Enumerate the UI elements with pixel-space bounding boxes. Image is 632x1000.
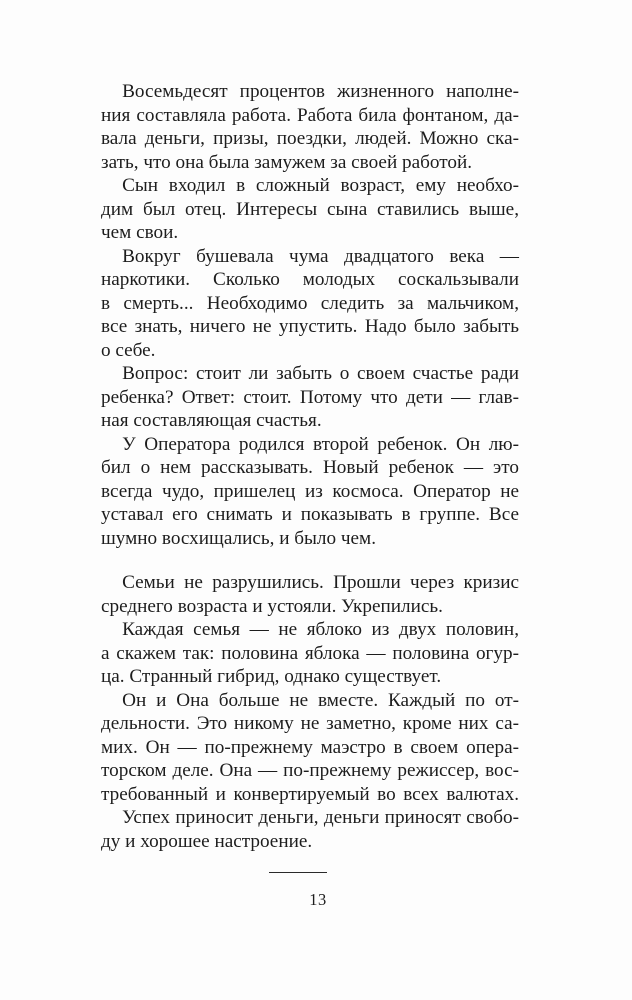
text-line: среднего возраста и устояли. Укрепились. bbox=[101, 595, 443, 617]
text-line: а скажем так: половина яблока — половина огур- bbox=[101, 642, 519, 664]
text-line: мих. Он — по-прежнему маэстро в своем опера- bbox=[101, 736, 519, 758]
paragraph bbox=[101, 433, 519, 551]
paragraph bbox=[101, 245, 519, 363]
paragraph bbox=[101, 571, 519, 618]
paragraph bbox=[101, 362, 519, 433]
text-line: дим был отец. Интересы сына ставились выше, bbox=[101, 198, 519, 220]
text-line: наркотики. Сколько молодых соскальзывали bbox=[101, 269, 519, 290]
text-line: Сын входил в сложный возраст, ему необхо- bbox=[122, 175, 519, 196]
text-line: Он и Она больше не вместе. Каждый по от- bbox=[122, 689, 519, 711]
paragraph bbox=[101, 174, 519, 245]
text-line: о себе. bbox=[101, 339, 156, 361]
text-line: Вопрос: стоит ли забыть о своем счастье ради bbox=[122, 363, 519, 384]
text-line: вала деньги, призы, поездки, людей. Можно ска- bbox=[101, 128, 519, 149]
text-block-upper bbox=[101, 80, 519, 550]
text-line: в смерть... Необходимо следить за мальчиком, bbox=[101, 292, 519, 314]
text-line: Вокруг бушевала чума двадцатого века — bbox=[122, 245, 519, 267]
paragraph bbox=[101, 806, 519, 853]
text-line: шумно восхищались, и было чем. bbox=[101, 527, 376, 549]
text-line: дельности. Это никому не заметно, кроме них са- bbox=[101, 713, 519, 734]
text-block-lower bbox=[101, 571, 519, 853]
text-line: Восемьдесят процентов жизненного наполне- bbox=[122, 81, 519, 102]
text-line: Семьи не разрушились. Прошли через кризис bbox=[122, 572, 519, 593]
text-line: зать, что она была замужем за своей работой. bbox=[101, 151, 473, 173]
text-line: ду и хорошее настроение. bbox=[101, 830, 313, 852]
text-line: У Оператора родился второй ребенок. Он лю- bbox=[122, 433, 519, 455]
text-line: Каждая семья — не яблоко из двух половин, bbox=[122, 619, 519, 640]
text-line: ная составляющая счастья. bbox=[101, 410, 322, 431]
text-line: бил о нем рассказывать. Новый ребенок — это bbox=[101, 457, 519, 478]
text-line: Успех приносит деньги, деньги приносят свобо- bbox=[122, 807, 519, 828]
text-line: требованный и конвертируемый во всех валютах. bbox=[101, 783, 519, 805]
text-line: ца. Странный гибрид, однако существует. bbox=[101, 666, 442, 687]
text-line: ребенка? Ответ: стоит. Потому что дети — глав- bbox=[101, 386, 519, 408]
page-number: 13 bbox=[309, 890, 327, 909]
footer-divider bbox=[269, 872, 327, 873]
text-line: уставал его снимать и показывать в группе. Все bbox=[101, 504, 519, 525]
paragraph bbox=[101, 618, 519, 689]
paragraph bbox=[101, 689, 519, 807]
paragraph bbox=[101, 80, 519, 174]
text-line: чем свои. bbox=[101, 222, 179, 243]
text-line: торском деле. Она — по-прежнему режиссер, вос- bbox=[101, 760, 519, 781]
text-line: ния составляла работа. Работа била фонтаном, да- bbox=[101, 104, 519, 126]
text-line: все знать, ничего не упустить. Надо было забыть bbox=[101, 316, 519, 337]
text-line: всегда чудо, пришелец из космоса. Оператор не bbox=[101, 480, 519, 502]
